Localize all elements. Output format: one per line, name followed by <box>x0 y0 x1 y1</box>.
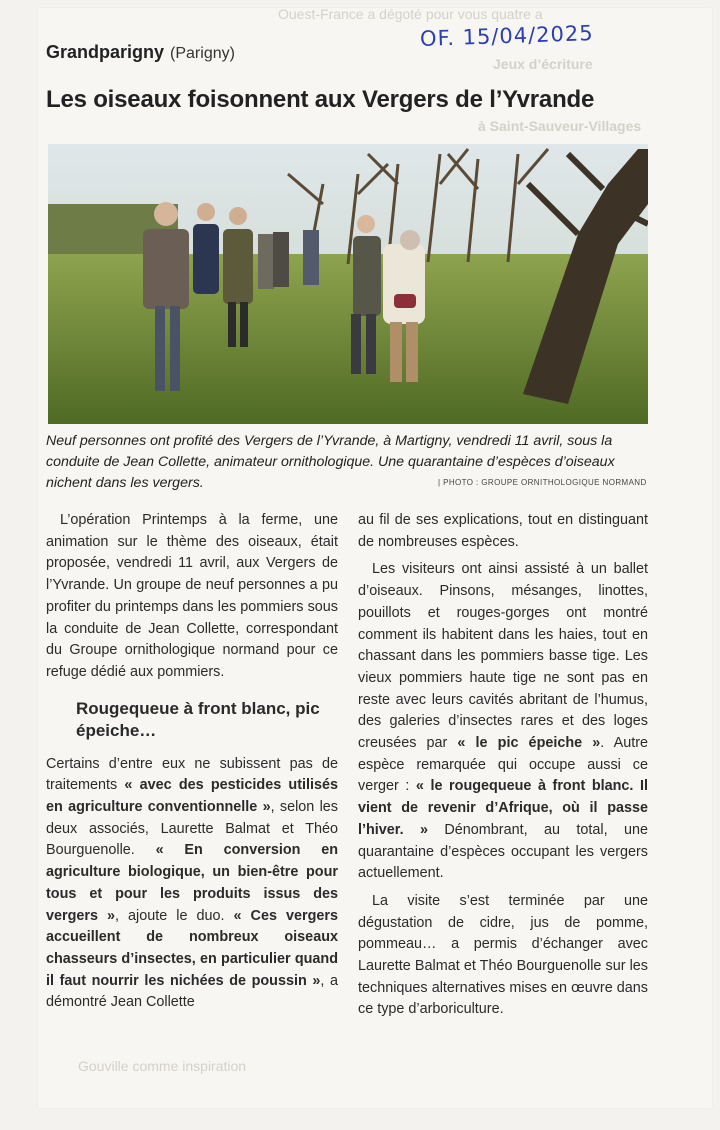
quote: « Ces vergers accueillent de nombreux oiseaux chasseurs d’insectes, en particulier quand il faut nourrir les nichées de poussin » <box>46 907 338 989</box>
handwritten-date: OF. 15/04/2025 <box>419 20 594 52</box>
quote: « En conversion en agriculture biologique, un bien-être pour tous et pour les produits issus des vergers » <box>46 842 338 924</box>
subheading: Rougequeue à front blanc, pic épeiche… <box>76 698 320 740</box>
location-name: Grandparigny <box>46 42 165 62</box>
photo-caption: Neuf personnes ont profité des Vergers de l’Yvrande, à Martigny, vendredi 11 avril, sous la conduite de Jean Collette, animateur ornithologique. Une quarantaine d’espèces d’oiseaux nichent dans les vergers. <box>46 433 615 491</box>
article-column-2 <box>358 510 648 1021</box>
paragraph: L’opération Printemps à la ferme, une animation sur le thème des oiseaux, était proposée, vendredi 11 avril, aux Vergers de l’Yvrande. Un groupe de neuf personnes a pu profiter du printemps dans les pommiers sous la conduite de Jean Collette, correspondant du Groupe ornithologique normand pour ce refuge dédié aux pommiers. <box>46 512 338 680</box>
quote: « avec des pesticides utilisés en agriculture conventionnelle » <box>46 777 338 816</box>
paragraph: au fil de ses explications, tout en distinguant de nombreuses espèces. <box>358 512 648 550</box>
article-photo <box>48 144 648 424</box>
location-header <box>46 42 235 63</box>
paragraph <box>358 559 648 885</box>
bleed-through-text: Jeux d’écriture <box>493 56 593 72</box>
bleed-through-text: Gouville comme inspiration <box>78 1058 247 1074</box>
text-run: , ajoute le duo. <box>115 907 234 924</box>
photo-credit: | PHOTO : GROUPE ORNITHOLOGIQUE NORMAND <box>438 478 647 487</box>
article-title: Les oiseaux foisonnent aux Vergers de l’Yvrande <box>46 86 595 113</box>
text-run: Certains d’entre eux ne subissent pas de traitements <box>46 755 338 794</box>
text-run: Dénombrant, au total, une quarantaine d’espèces occupant les vergers actuellement. <box>358 821 648 882</box>
quote: « le rougequeue à front blanc. Il vient de revenir d’Afrique, où il passe l’hiver. » <box>358 778 648 838</box>
text-run: Les visiteurs ont ainsi assisté à un ballet d’oiseaux. Pinsons, mésanges, linottes, pouillots et rouges-gorges ont montré comment ils habitent dans les haies, tout en chassant dans les pommiers basse tige. Les vieux pommiers haute tige ne sont pas en reste avec leurs cavités abritant de l’humus, des galeries d’insectes rares et des loges creusées par <box>358 561 648 752</box>
orchard-photo <box>48 144 648 424</box>
article-column-1 <box>46 510 338 1014</box>
text-run: , selon les deux associés, Laurette Balmat et Théo Bourguenolle. <box>46 799 338 859</box>
sublocation: (Parigny) <box>170 45 235 62</box>
text-run: , a démontré Jean Collette <box>46 972 339 1011</box>
bleed-through-text: Ouest-France a dégoté pour vous quatre a <box>278 6 543 22</box>
quote: « le pic épeiche » <box>457 735 601 752</box>
paragraph <box>46 754 338 1014</box>
paragraph: La visite s’est terminée par une dégustation de cidre, jus de pomme, pommeau… a permis d’échanger avec Laurette Balmat et Théo Bourguenolle sur les techniques alternatives mises en œuvre dans ce type d’arboriculture. <box>358 892 648 1018</box>
text-run: . Autre espèce remarquée qui occupe aussi ce verger : <box>358 735 648 795</box>
bleed-through-text: à Saint-Sauveur-Villages <box>478 118 642 134</box>
